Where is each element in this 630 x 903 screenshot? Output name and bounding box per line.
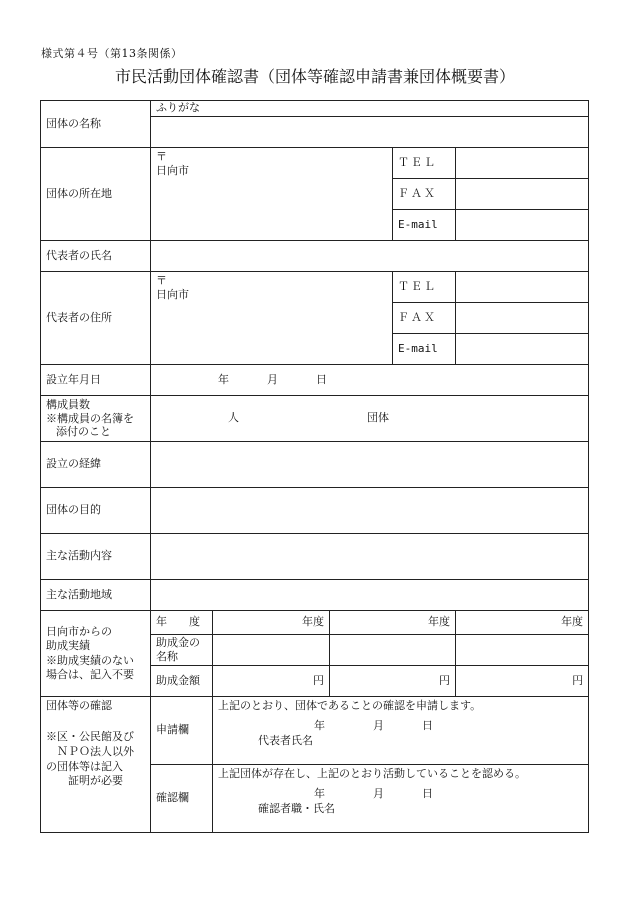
rep-address-field[interactable] (151, 272, 393, 365)
month-unit: 月 (267, 372, 278, 386)
grants-label (41, 611, 151, 697)
apply-date (218, 719, 583, 733)
org-email-field[interactable] (456, 210, 589, 241)
fy-unit: 年度 (302, 615, 324, 629)
year-unit: 年 (218, 372, 229, 386)
grants-note-line: 場合は、記入不要 (46, 667, 134, 681)
day-unit: 日 (422, 787, 433, 801)
yen-unit: 円 (313, 673, 324, 687)
confirm-note-line: ＮＰＯ法人以外 (57, 744, 134, 758)
fy-unit: 年度 (428, 615, 450, 629)
month-unit: 月 (373, 719, 384, 733)
confirm-label-line: 団体等の確認 (46, 699, 112, 712)
confirm-note-line: ※区・公民館及び (46, 729, 134, 743)
activities-field[interactable] (151, 534, 589, 580)
members-note-line: 添付のこと (56, 425, 111, 439)
postal-mark: 〒 (156, 274, 167, 287)
purpose-row (41, 488, 589, 534)
year-unit: 年 (314, 719, 325, 733)
apply-label: 申請欄 (151, 697, 213, 765)
purpose-field[interactable] (151, 488, 589, 534)
verify-field[interactable] (213, 765, 589, 833)
members-label (41, 396, 151, 442)
yen-unit: 円 (572, 673, 584, 687)
org-address-label: 団体の所在地 (41, 148, 151, 241)
org-tel-field[interactable] (456, 148, 589, 179)
grant-name-field-3[interactable] (456, 635, 589, 666)
grant-name-label-line: 助成金の (156, 636, 200, 650)
members-note-line: ※構成員の名簿を (46, 411, 134, 425)
org-address-tel-row (41, 148, 589, 179)
apply-field[interactable] (213, 697, 589, 765)
grant-name-field-2[interactable] (330, 635, 456, 666)
area-field[interactable] (151, 580, 589, 611)
area-row (41, 580, 589, 611)
rep-address-tel-row (41, 272, 589, 303)
members-label-line: 構成員数 (46, 397, 90, 411)
org-name-field[interactable] (151, 117, 589, 148)
org-fax-label: ＦＡＸ (393, 179, 456, 210)
groups-unit: 団体 (367, 411, 389, 425)
founded-row (41, 365, 589, 396)
people-unit: 人 (228, 411, 239, 425)
apply-row (41, 697, 589, 765)
fiscal-year-label: 年 度 (151, 611, 213, 635)
members-row (41, 396, 589, 442)
history-field[interactable] (151, 442, 589, 488)
rep-fax-field[interactable] (456, 303, 589, 334)
rep-tel-field[interactable] (456, 272, 589, 303)
postal-mark: 〒 (156, 150, 167, 163)
yen-unit: 円 (439, 673, 450, 687)
verify-date (218, 787, 583, 801)
confirm-note-line: の団体等は記入 (46, 759, 123, 773)
rep-email-label: E-mail (393, 334, 456, 365)
rep-fax-label: ＦＡＸ (393, 303, 456, 334)
area-label: 主な活動地域 (41, 580, 151, 611)
history-row (41, 442, 589, 488)
furigana-label: ふりがな (156, 101, 200, 115)
rep-name-field[interactable] (151, 241, 589, 272)
verify-signer: 確認者職・氏名 (258, 801, 335, 815)
day-unit: 日 (316, 372, 327, 386)
verify-statement: 上記団体が存在し、上記のとおり活動していることを認める。 (218, 767, 526, 780)
confirm-note-line: 証明が必要 (68, 774, 123, 788)
activities-row (41, 534, 589, 580)
rep-city: 日向市 (156, 288, 189, 302)
org-email-label: E-mail (393, 210, 456, 241)
members-field[interactable] (151, 396, 589, 442)
history-label: 設立の経緯 (41, 442, 151, 488)
fiscal-year-field-2[interactable] (330, 611, 456, 635)
rep-name-label: 代表者の氏名 (41, 241, 151, 272)
grant-name-label (151, 635, 213, 666)
application-form (40, 100, 589, 833)
page-title: 市民活動団体確認書（団体等確認申請書兼団体概要書） (114, 67, 515, 86)
grants-note-line: ※助成実績のない (46, 653, 134, 667)
founded-label: 設立年月日 (41, 365, 151, 396)
grant-amount-field-3[interactable] (456, 666, 589, 697)
org-name-furigana-field[interactable] (151, 101, 589, 117)
month-unit: 月 (373, 787, 384, 801)
grant-amount-label: 助成金額 (151, 666, 213, 697)
grants-label-line: 日向市からの (46, 624, 112, 638)
fy-unit: 年度 (561, 615, 584, 629)
day-unit: 日 (422, 719, 433, 733)
fiscal-year-field-3[interactable] (456, 611, 589, 635)
apply-signer: 代表者氏名 (258, 733, 313, 747)
org-fax-field[interactable] (456, 179, 589, 210)
grants-fy-row (41, 611, 589, 635)
verify-label: 確認欄 (151, 765, 213, 833)
form-code: 様式第４号（第13条関係） (41, 47, 183, 60)
year-unit: 年 (314, 787, 325, 801)
org-name-furigana-row (41, 101, 589, 117)
rep-name-row (41, 241, 589, 272)
grants-label-line: 助成実績 (46, 639, 90, 653)
grant-name-field-1[interactable] (213, 635, 330, 666)
rep-email-field[interactable] (456, 334, 589, 365)
purpose-label: 団体の目的 (41, 488, 151, 534)
rep-address-label: 代表者の住所 (41, 272, 151, 365)
grant-name-label-line: 名称 (156, 650, 178, 663)
grant-amount-field-1[interactable] (213, 666, 330, 697)
org-city: 日向市 (156, 164, 189, 178)
org-address-field[interactable] (151, 148, 393, 241)
org-name-label: 団体の名称 (41, 101, 151, 148)
rep-tel-label: ＴＥＬ (393, 272, 456, 303)
apply-statement: 上記のとおり、団体であることの確認を申請します。 (218, 699, 482, 712)
org-tel-label: ＴＥＬ (393, 148, 456, 179)
founded-field[interactable] (151, 365, 589, 396)
fiscal-year-field-1[interactable] (213, 611, 330, 635)
confirm-label (41, 697, 151, 833)
activities-label: 主な活動内容 (41, 534, 151, 580)
grant-amount-field-2[interactable] (330, 666, 456, 697)
